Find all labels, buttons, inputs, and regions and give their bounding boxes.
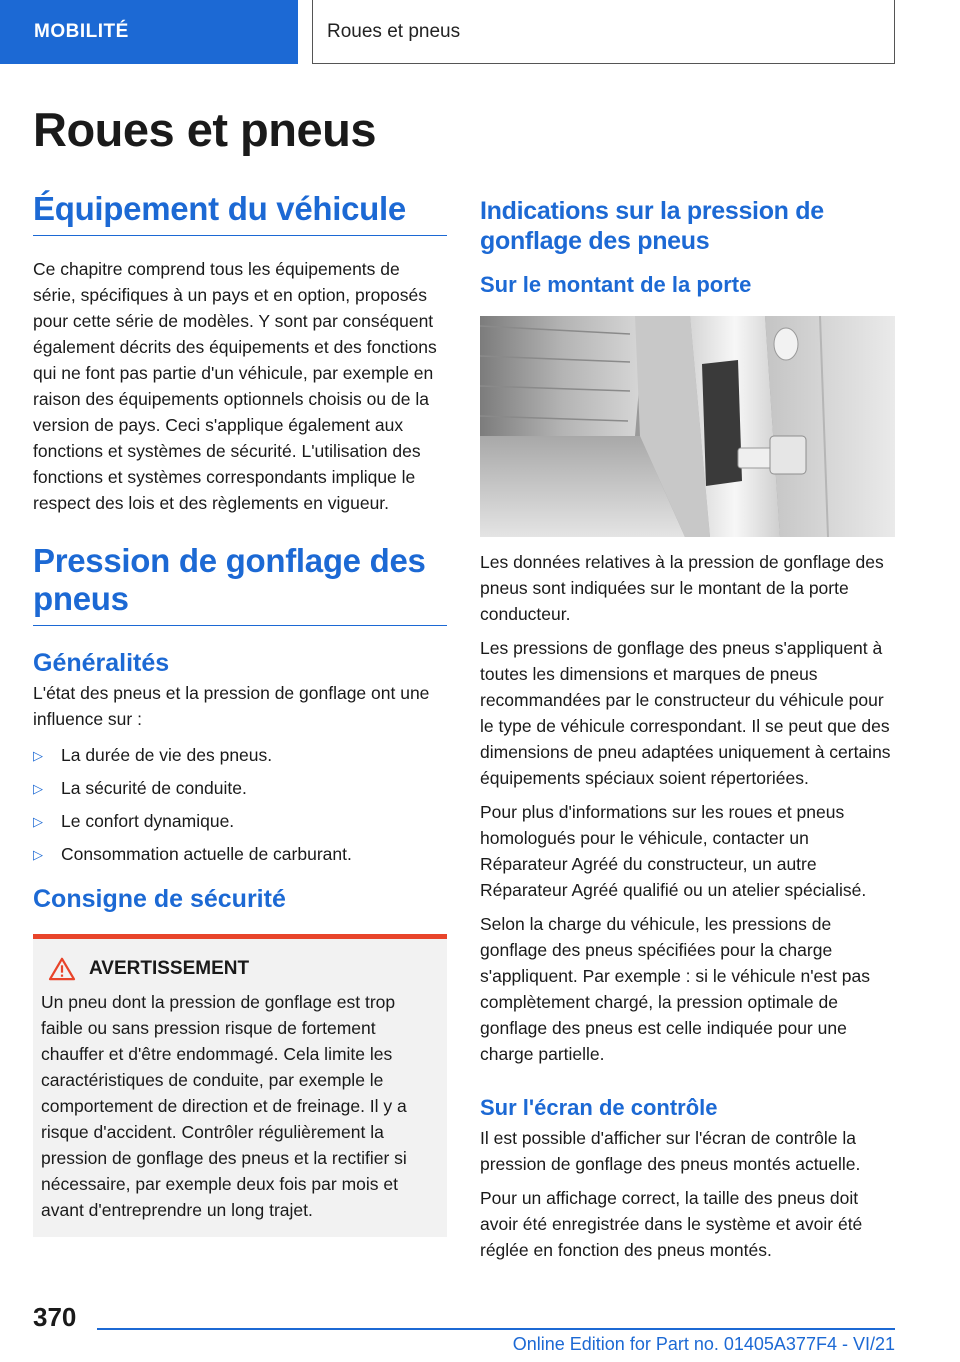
triangle-bullet-icon: ▷ [33, 747, 43, 763]
list-item-text: La sécurité de conduite. [61, 777, 247, 798]
paragraph-general: L'état des pneus et la pression de gonflage ont une influence sur : [33, 682, 430, 729]
paragraph-more-info: Pour plus d'informations sur les roues et pneus homologués pour le véhicule, contacter un Réparateur Agréé du constructeur, un autre Réparateur Agréé qualifié ou un atelier spécialisé. [480, 802, 867, 900]
paragraph-dimensions: Les pressions de gonflage des pneus s'appliquent à toutes les dimensions et marques de pneus recommandées par le constructeur du véhicule pour le type de véhicule correspondant. Il se peut que des dimensions de pneu adaptées uniquement à certains équipements spéciaux soient répertoriées. [480, 638, 891, 788]
chapter-tab [0, 0, 298, 64]
list-item-text: Consommation actuelle de carburant. [61, 843, 352, 864]
section-header [312, 0, 895, 64]
list-item [33, 775, 447, 802]
warning-header [41, 957, 439, 981]
paragraph-door-data: Les données relatives à la pression de gonflage des pneus sont indiquées sur le montant de la porte conducteur. [480, 552, 884, 624]
list-item [33, 742, 447, 769]
paragraph-equipment: Ce chapitre comprend tous les équipements de série, spécifiques à un pays et en option, proposés pour cette série de modèles. Y sont par conséquent également décrits des équipements et des fonctions qui ne font pas partie d'un véhicule, par exemple en raison des équipements optionnels choisis ou de la version de pays. Ceci s'applique également aux fonctions et systèmes de sécurité. L'utilisation des fonctions et systèmes correspondants implique le respect des lois et des règlements en vigueur. [33, 259, 437, 514]
warning-box [33, 934, 447, 1237]
heading-general: Généralités [33, 648, 170, 677]
triangle-bullet-icon: ▷ [33, 780, 43, 796]
list-item [33, 808, 447, 835]
door-pillar-photo [480, 316, 895, 537]
footer-divider [97, 1328, 895, 1330]
edition-info: Online Edition for Part no. 01405A377F4 - VI/21 [512, 1334, 895, 1354]
list-item [33, 841, 447, 868]
warning-triangle-icon [47, 957, 77, 981]
heading-door-pillar: Sur le montant de la porte [480, 272, 752, 297]
triangle-bullet-icon: ▷ [33, 813, 43, 829]
heading-safety: Consigne de sécurité [33, 884, 286, 913]
heading-control-display: Sur l'écran de contrôle [480, 1095, 718, 1120]
heading-indications: Indications sur la pression de gonflage des pneus [480, 197, 824, 255]
right-column [480, 190, 895, 1263]
influence-list [33, 742, 447, 868]
triangle-bullet-icon: ▷ [33, 846, 43, 862]
list-item-text: Le confort dynamique. [61, 810, 235, 831]
warning-title: AVERTISSEMENT [89, 957, 250, 979]
paragraph-load: Selon la charge du véhicule, les pressions de gonflage des pneus spécifiées pour la charge s'appliquent. Par exemple : si le véhicule n'est pas complètement chargé, la pression optimale de gonflage des pneus est celle indiquée pour une charge partielle. [480, 914, 870, 1064]
paragraph-correct-display: Pour un affichage correct, la taille des pneus doit avoir été enregistrée dans le système et avoir été réglée en fonction des pneus montés. [480, 1188, 863, 1260]
section-header-label: Roues et pneus [327, 20, 461, 42]
paragraph-display: Il est possible d'afficher sur l'écran de contrôle la pression de gonflage des pneus montés actuelle. [480, 1128, 861, 1174]
heading-pressure: Pression de gonflage des pneus [33, 542, 447, 626]
chapter-tab-label: MOBILITÉ [34, 21, 129, 42]
warning-text: Un pneu dont la pression de gonflage est trop faible ou sans pression risque de fortement chauffer et d'être endommagé. Cela limite les caractéristiques de conduite, par exemple le comportement de direction et de freinage. Il y a risque d'accident. Contrôler régulièrement la pression de gonflage des pneus et la rectifier si nécessaire, par exemple deux fois par mois et avant d'entreprendre un long trajet. [41, 991, 407, 1220]
page-title: Roues et pneus [33, 103, 376, 156]
left-column [33, 190, 447, 1237]
heading-equipment: Équipement du véhicule [33, 190, 447, 236]
list-item-text: La durée de vie des pneus. [61, 744, 273, 765]
page-number: 370 [33, 1302, 77, 1332]
